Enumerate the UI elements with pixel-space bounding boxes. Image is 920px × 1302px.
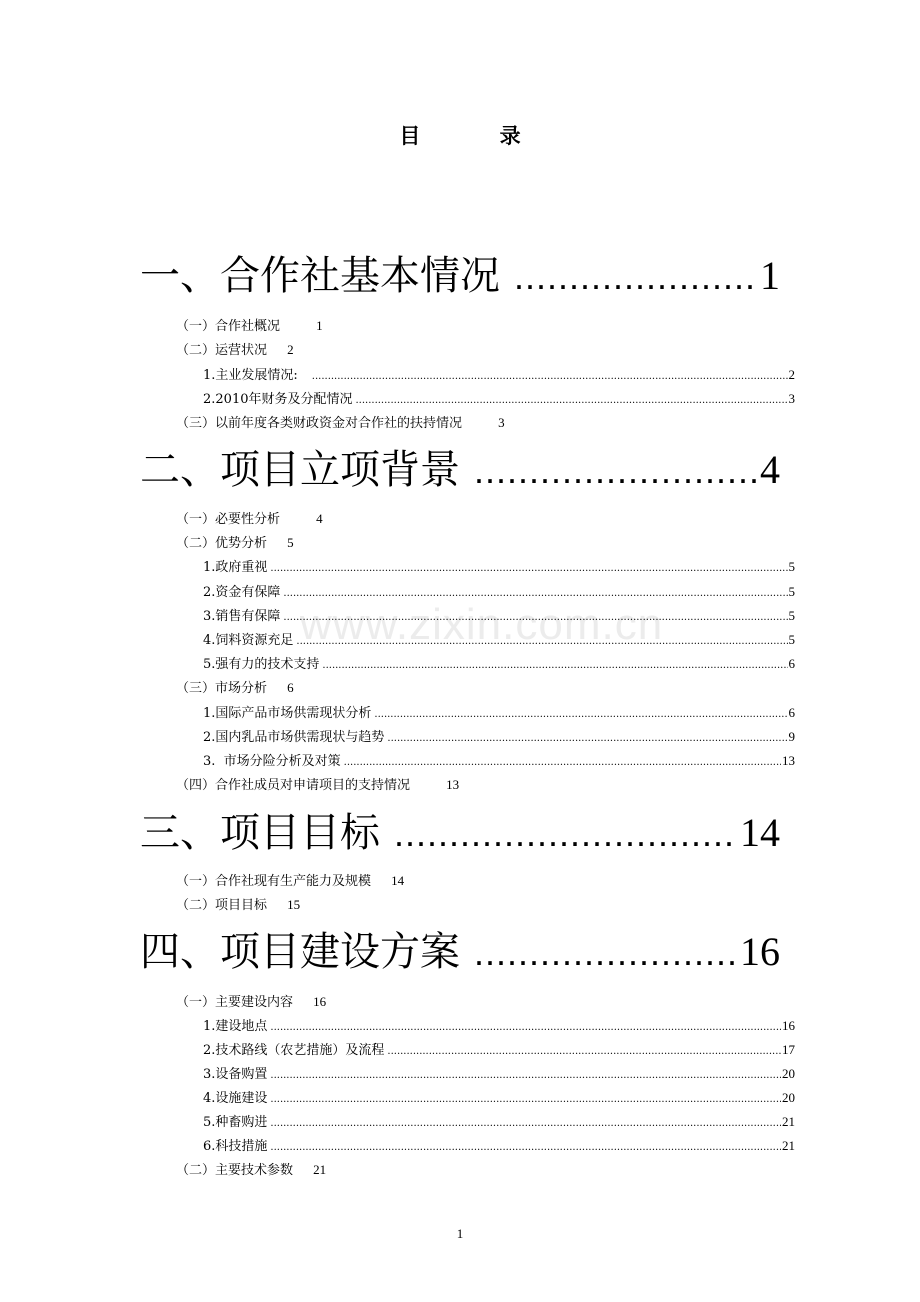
toc-section-4[interactable]: [140, 928, 780, 977]
subsection-page-number: 13: [446, 777, 460, 792]
toc-item[interactable]: [203, 631, 795, 651]
item-page-number: 6: [788, 656, 795, 671]
item-label: 6.科技措施: [203, 1139, 268, 1154]
item-page-number: 6: [788, 705, 795, 720]
subsection-label: （三）以前年度各类财政资金对合作社的扶持情况: [176, 416, 463, 431]
item-page-number: 5: [788, 584, 795, 599]
toc-item[interactable]: [203, 583, 795, 603]
section-title: 三、项目目标: [140, 810, 380, 856]
item-page-number: 5: [788, 632, 795, 647]
page-number: 1: [456, 1226, 464, 1241]
item-page-number: 5: [788, 608, 795, 623]
item-label: 1.主业发展情况:: [203, 368, 298, 383]
dot-leader: [270, 1115, 781, 1133]
subsection-label: （二）项目目标: [176, 898, 268, 913]
dot-leader: [270, 1067, 781, 1085]
subsection-page-number: 15: [287, 897, 301, 912]
subsection-label: （二）优势分析: [176, 536, 268, 551]
item-label: 3. 市场分险分析及对策: [203, 754, 341, 769]
dot-leader: [344, 754, 781, 772]
toc-subsection[interactable]: [176, 776, 459, 795]
item-label: 3.设备购置: [203, 1067, 268, 1082]
subsection-page-number: 14: [391, 873, 405, 888]
subsection-label: （一）合作社现有生产能力及规模: [176, 874, 372, 889]
toc-subsection[interactable]: [176, 510, 323, 529]
dot-leader: [283, 585, 787, 603]
item-label: 2.2010年财务及分配情况: [203, 392, 353, 407]
item-label: 2.国内乳品市场供需现状与趋势: [203, 730, 385, 745]
dot-leader: [474, 929, 736, 977]
toc-item[interactable]: [203, 752, 795, 772]
toc-subsection[interactable]: [176, 872, 404, 891]
toc-subsection[interactable]: [176, 679, 294, 698]
subsection-page-number: 5: [287, 535, 294, 550]
toc-item[interactable]: [203, 704, 795, 724]
dot-leader: [270, 1091, 781, 1109]
dot-leader: [270, 560, 787, 578]
item-label: 5.强有力的技术支持: [203, 657, 320, 672]
dot-leader: [356, 392, 788, 410]
item-page-number: 21: [782, 1138, 795, 1153]
toc-item[interactable]: [203, 1089, 795, 1109]
subsection-page-number: 16: [313, 994, 327, 1009]
page-title: 目 录: [399, 124, 557, 148]
item-label: 4.饲料资源充足: [203, 633, 294, 648]
subsection-page-number: 6: [287, 680, 294, 695]
subsection-label: （四）合作社成员对申请项目的支持情况: [176, 778, 411, 793]
toc-item[interactable]: [203, 1017, 795, 1037]
toc-section-1[interactable]: [140, 252, 780, 301]
subsection-label: （一）必要性分析: [176, 512, 281, 527]
toc-item[interactable]: [203, 607, 795, 627]
dot-leader: [312, 368, 788, 386]
dot-leader: [387, 730, 787, 748]
item-label: 4.设施建设: [203, 1091, 268, 1106]
toc-item[interactable]: [203, 655, 795, 675]
toc-item[interactable]: [203, 1041, 795, 1061]
section-title: 一、合作社基本情况: [140, 253, 500, 299]
item-page-number: 21: [782, 1114, 795, 1129]
subsection-page-number: 3: [498, 415, 505, 430]
dot-leader: [296, 633, 787, 651]
item-label: 2.资金有保障: [203, 585, 281, 600]
item-label: 5.种畜购进: [203, 1115, 268, 1130]
item-page-number: 16: [782, 1018, 795, 1033]
item-page-number: 20: [782, 1066, 795, 1081]
subsection-page-number: 21: [313, 1162, 327, 1177]
dot-leader: [474, 447, 756, 495]
item-page-number: 3: [788, 391, 795, 406]
subsection-label: （三）市场分析: [176, 681, 268, 696]
toc-item[interactable]: [203, 728, 795, 748]
toc-section-2[interactable]: [140, 446, 780, 495]
toc-item[interactable]: [203, 1113, 795, 1133]
toc-subsection[interactable]: [176, 1161, 326, 1180]
watermark: www.zixin.com.cn: [300, 600, 664, 649]
dot-leader: [270, 1139, 781, 1157]
dot-leader: [283, 609, 787, 627]
dot-leader: [387, 1043, 781, 1061]
item-label: 1.政府重视: [203, 560, 268, 575]
toc-subsection[interactable]: [176, 534, 294, 553]
section-page-number: 14: [740, 810, 780, 855]
dot-leader: [394, 810, 736, 858]
section-page-number: 4: [760, 447, 780, 492]
toc-subsection[interactable]: [176, 993, 326, 1012]
subsection-page-number: 4: [316, 511, 323, 526]
dot-leader: [514, 253, 756, 301]
toc-section-3[interactable]: [140, 809, 780, 858]
subsection-label: （一）合作社概况: [176, 319, 281, 334]
item-page-number: 9: [788, 729, 795, 744]
item-label: 2.技术路线（农艺措施）及流程: [203, 1043, 385, 1058]
subsection-label: （二）运营状况: [176, 343, 268, 358]
item-page-number: 13: [782, 753, 795, 768]
toc-subsection[interactable]: [176, 341, 294, 360]
subsection-label: （二）主要技术参数: [176, 1163, 294, 1178]
toc-item[interactable]: [203, 366, 795, 386]
dot-leader: [270, 1019, 781, 1037]
section-page-number: 1: [760, 253, 780, 298]
toc-subsection[interactable]: [176, 896, 300, 915]
item-page-number: 17: [782, 1042, 795, 1057]
item-label: 3.销售有保障: [203, 609, 281, 624]
subsection-label: （一）主要建设内容: [176, 995, 294, 1010]
dot-leader: [322, 657, 787, 675]
subsection-page-number: 2: [287, 342, 294, 357]
item-page-number: 2: [788, 367, 795, 382]
toc-subsection[interactable]: [176, 317, 323, 336]
section-title: 四、项目建设方案: [140, 929, 460, 975]
item-label: 1.国际产品市场供需现状分析: [203, 706, 372, 721]
toc-item[interactable]: [203, 558, 795, 578]
section-page-number: 16: [740, 929, 780, 974]
toc-item[interactable]: [203, 1137, 795, 1157]
toc-item[interactable]: [203, 1065, 795, 1085]
toc-subsection[interactable]: [176, 414, 505, 433]
section-title: 二、项目立项背景: [140, 447, 460, 493]
subsection-page-number: 1: [316, 318, 323, 333]
item-page-number: 20: [782, 1090, 795, 1105]
item-label: 1.建设地点: [203, 1019, 268, 1034]
dot-leader: [374, 706, 787, 724]
toc-item[interactable]: [203, 390, 795, 410]
item-page-number: 5: [788, 559, 795, 574]
